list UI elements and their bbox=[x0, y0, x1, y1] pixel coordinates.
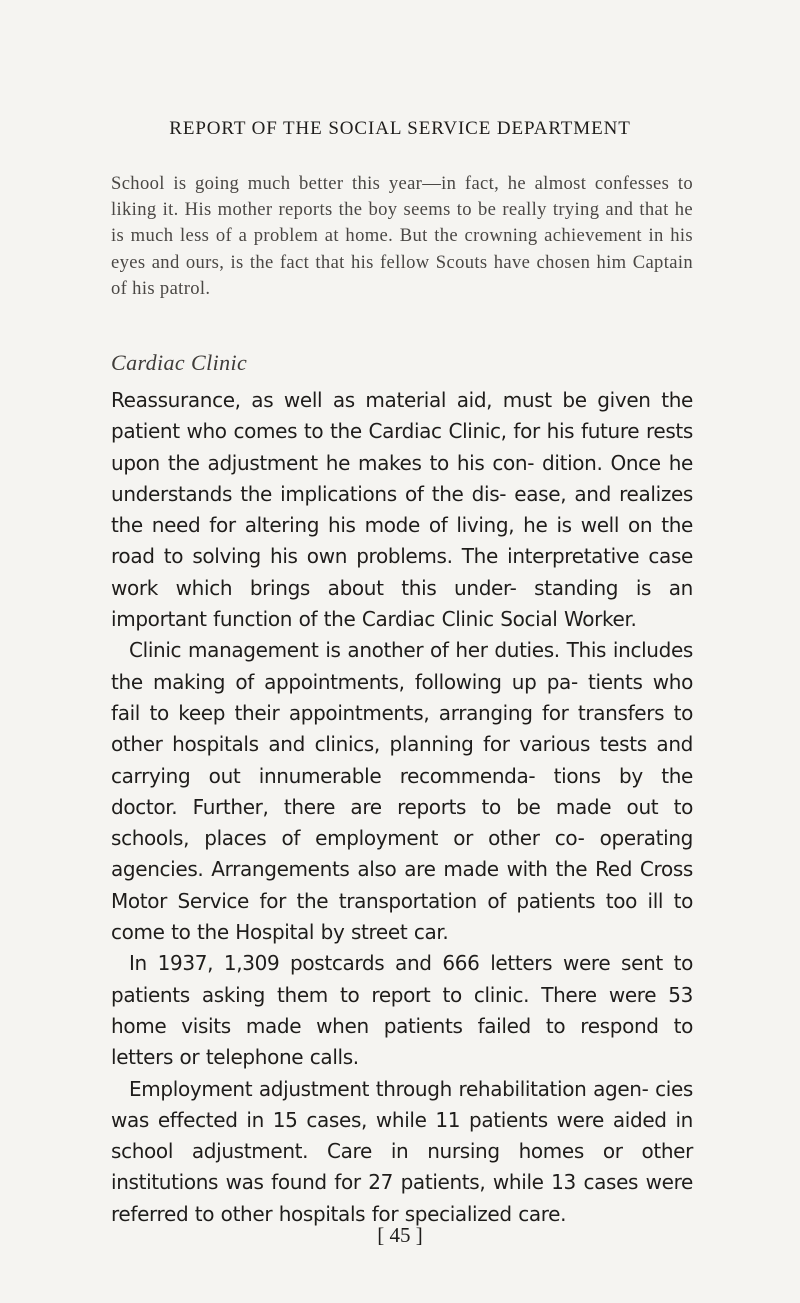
section-body bbox=[111, 385, 693, 1230]
intro-paragraph-block bbox=[111, 171, 693, 302]
body-paragraph-2: Clinic management is another of her duties. This includes the making of appointments, following up pa- tients who fail to keep their appointments, arranging for transfers to other hospitals and clinics, planning for various tests and carrying out innumerable recommenda- tions by the doctor. Further, there are reports to be made out to schools, places of employment or other co- operating agencies. Arrangements also are made with the Red Cross Motor Service for the transportation of patients too ill to come to the Hospital by street car. bbox=[111, 638, 693, 945]
section-title: Cardiac Clinic bbox=[111, 350, 248, 375]
page-number: [ 45 ] bbox=[377, 1223, 423, 1247]
running-head: REPORT OF THE SOCIAL SERVICE DEPARTMENT bbox=[169, 118, 631, 139]
body-paragraph-3: In 1937, 1,309 postcards and 666 letters were sent to patients asking them to report to clinic. There were 53 home visits made when patients failed to respond to letters or telephone calls. bbox=[111, 951, 693, 1070]
body-paragraph-1: Reassurance, as well as material aid, must be given the patient who comes to the Cardiac Clinic, for his future rests upon the adjustment he makes to his con- dition. Once he understands the implications of the dis- ease, and realizes the need for altering his mode of living, he is well on the road to solving his own problems. The interpretative case work which brings about this under- standing is an important function of the Cardiac Clinic Social Worker. bbox=[111, 388, 693, 632]
intro-paragraph: School is going much better this year—in fact, he almost confesses to liking it. His mother reports the boy seems to be really trying and that he is much less of a problem at home. But the crowning achievement in his eyes and ours, is the fact that his fellow Scouts have chosen him Captain of his patrol. bbox=[111, 173, 693, 299]
body-paragraph-4: Employment adjustment through rehabilitation agen- cies was effected in 15 cases, while 11 patients were aided in school adjustment. Care in nursing homes or other institutions was found for 27 patients, while 13 cases were referred to other hospitals for specialized care. bbox=[111, 1076, 693, 1226]
